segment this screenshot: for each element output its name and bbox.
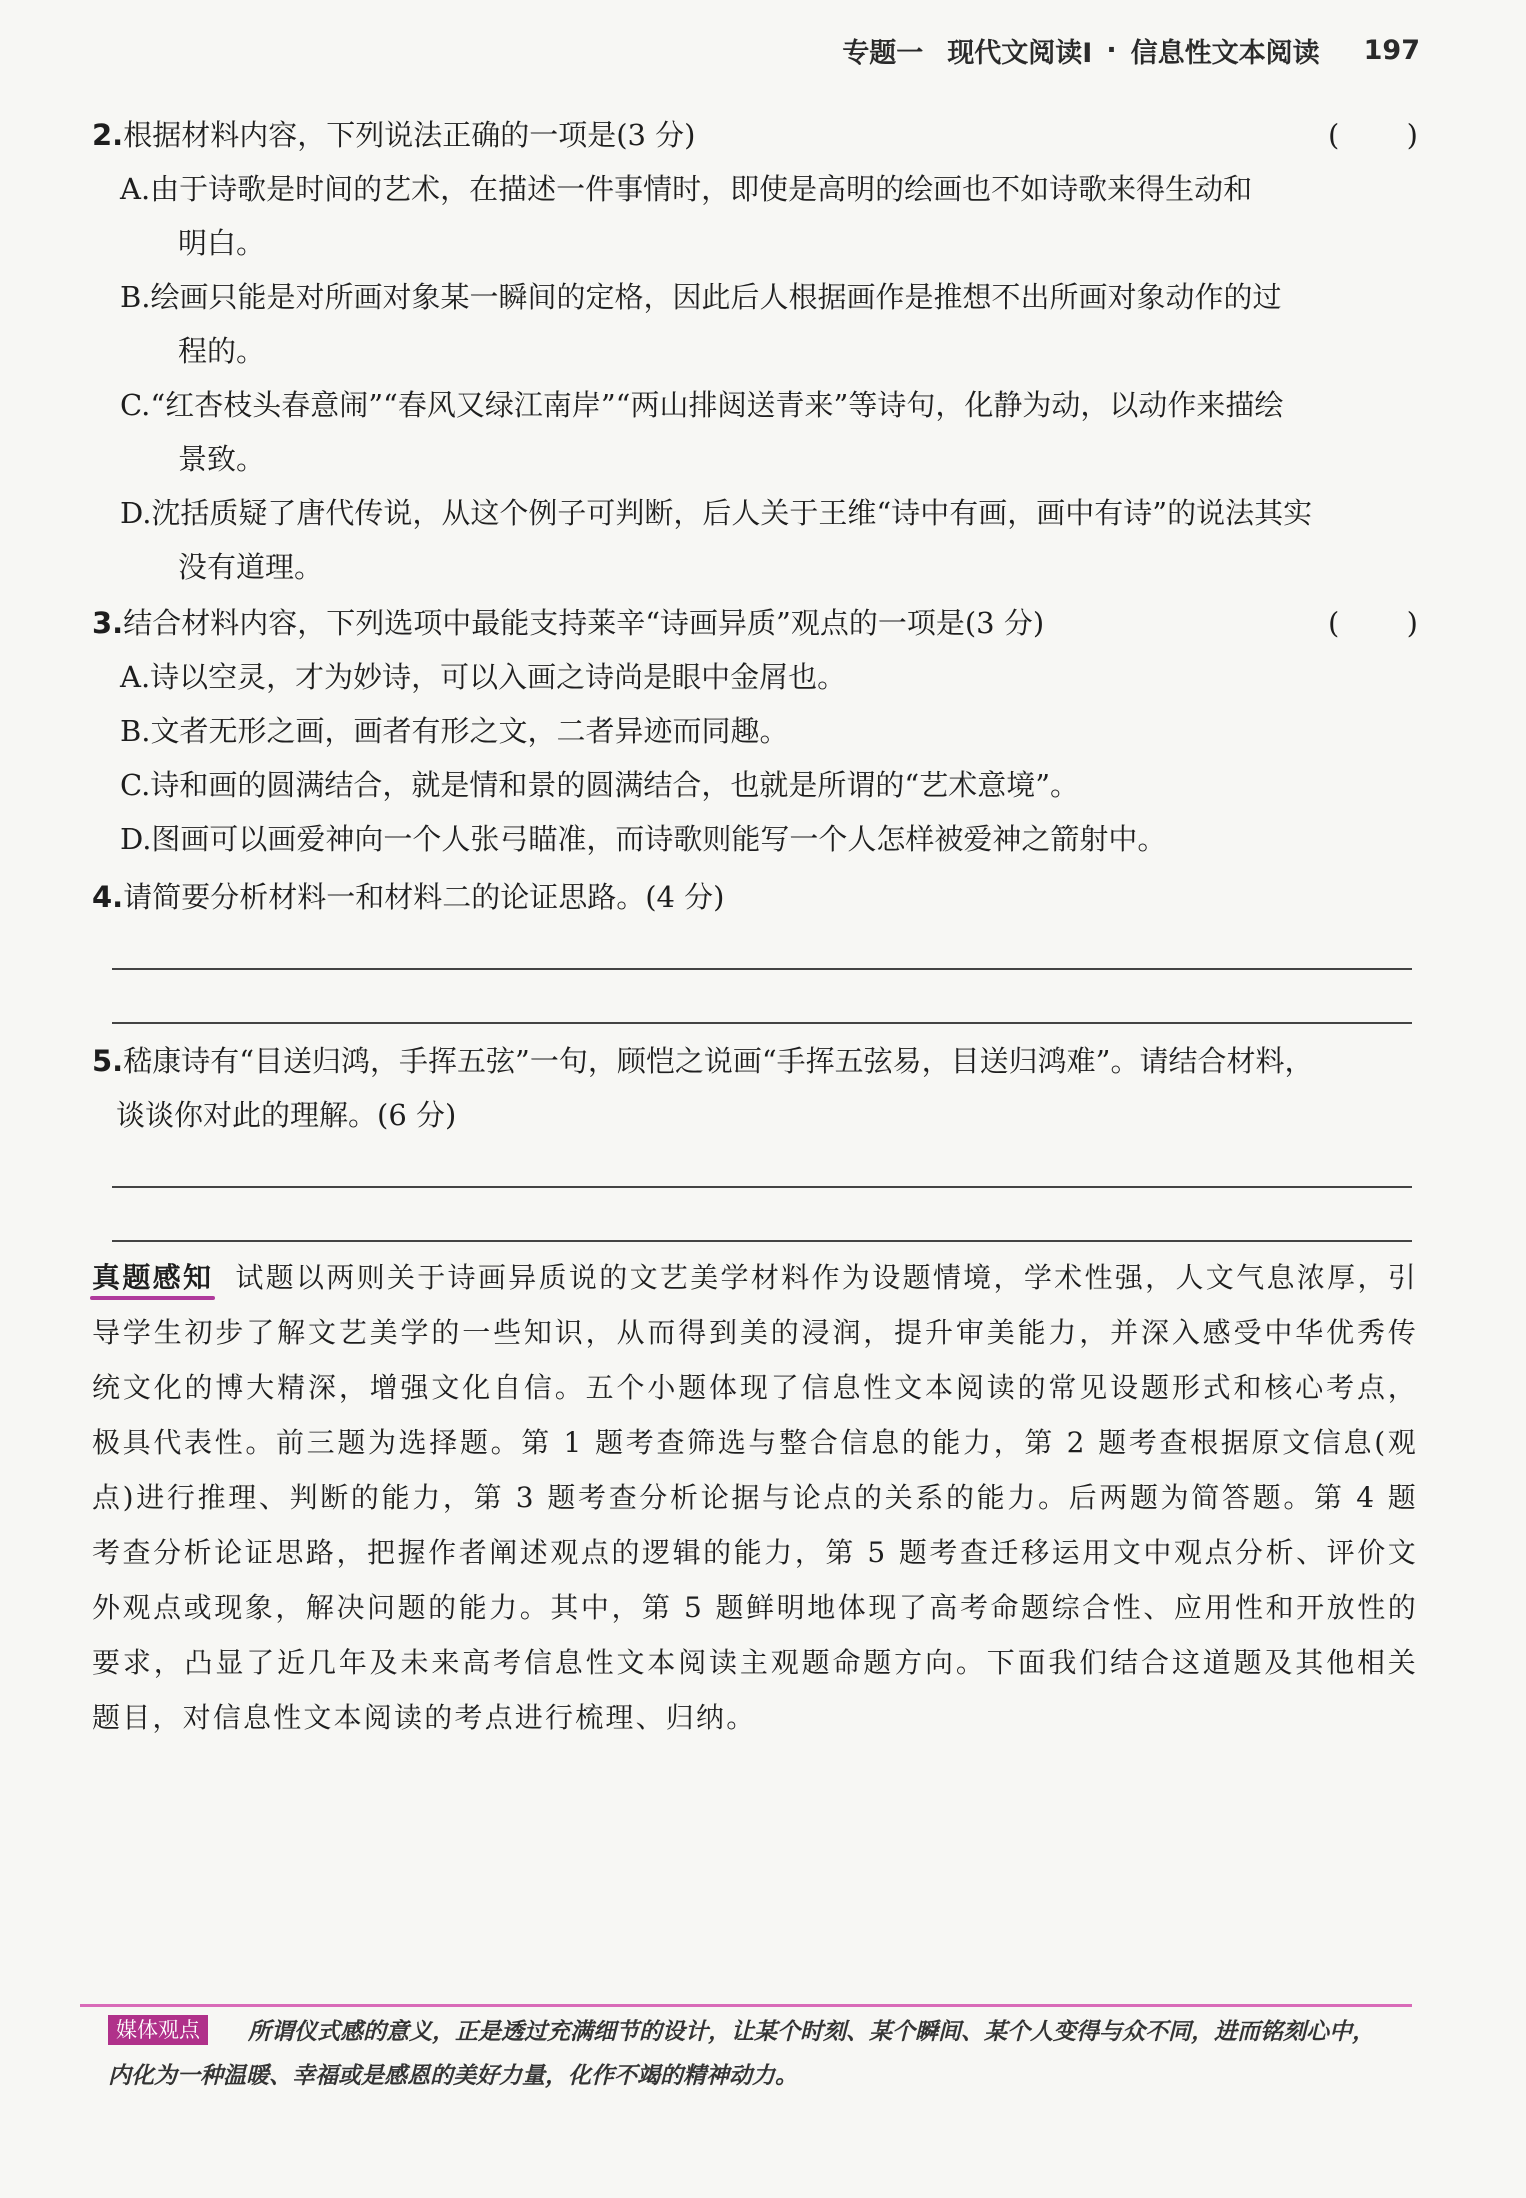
question-5 <box>92 1034 1422 1142</box>
question-3 <box>92 596 1422 866</box>
question-4-stem: 4.请简要分析材料一和材料二的论证思路。(4 分) <box>92 880 725 914</box>
answer-line[interactable] <box>112 1240 1412 1242</box>
question-4 <box>92 870 1422 924</box>
page-header <box>780 30 1420 70</box>
question-3-stem: 3.结合材料内容，下列选项中最能支持莱辛“诗画异质”观点的一项是(3 分) <box>92 606 1045 640</box>
header-separator: · <box>1106 34 1117 66</box>
answer-line[interactable] <box>112 968 1412 970</box>
question-5-stem: 5.嵇康诗有“目送归鸿，手挥五弦”一句，顾恺之说画“手挥五弦易，目送归鸿难”。请结合材料， <box>92 1044 1314 1078</box>
option-d: D.沈括质疑了唐代传说，从这个例子可判断，后人关于王维“诗中有画，画中有诗”的说法其实 没有道理。 <box>120 496 1313 584</box>
exam-insight-tag: 真题感知 <box>92 1261 214 1294</box>
exam-insight <box>92 1250 1418 1745</box>
header-section: 现代文阅读Ⅰ <box>947 37 1093 69</box>
option-c: C.诗和画的圆满结合，就是情和景的圆满结合，也就是所谓的“艺术意境”。 <box>120 768 1080 802</box>
question-2-stem-line <box>92 108 1422 162</box>
header-sub: 信息性文本阅读 <box>1130 37 1320 69</box>
media-viewpoint <box>108 2010 1378 2098</box>
option-a: A.诗以空灵，才为妙诗，可以入画之诗尚是眼中金屑也。 <box>120 660 847 694</box>
answer-line[interactable] <box>112 1186 1412 1188</box>
option-a: A.由于诗歌是时间的艺术，在描述一件事情时，即使是高明的绘画也不如诗歌来得生动和 明白。 <box>120 172 1253 260</box>
question-2-stem: 2.根据材料内容，下列说法正确的一项是(3 分) <box>92 118 696 152</box>
question-3-stem-line <box>92 596 1422 650</box>
exam-insight-text: 试题以两则关于诗画异质说的文艺美学材料作为设题情境，学术性强，人文气息浓厚，引导学生初步了解文艺美学的一些知识，从而得到美的浸润，提升审美能力，并深入感受中华优秀传统文化的博大精深，增强文化自信。五个小题体现了信息性文本阅读的常见设题形式和核心考点，极具代表性。前三题为选择题。第 1 题考查筛选与整合信息的能力，第 2 题考查根据原文信息(观点)进行推理、判断的能力，第 3 题考查分析论据与论点的关系的能力。后两题为简答题。第 4 题考查分析论证思路，把握作者阐述观点的逻辑的能力，第 5 题考查迁移运用文中观点分析、评价文外观点或现象，解决问题的能力。其中，第 5 题鲜明地体现了高考命题综合性、应用性和开放性的要求，凸显了近几年及未来高考信息性文本阅读主观题命题方向。下面我们结合这道题及其他相关题目，对信息性文本阅读的考点进行梳理、归纳。 <box>92 1261 1418 1734</box>
media-viewpoint-badge: 媒体观点 <box>108 2015 208 2045</box>
answer-bracket[interactable]: ( ) <box>1328 606 1418 640</box>
option-c: C.“红杏枝头春意闹”“春风又绿江南岸”“两山排闼送青来”等诗句，化静为动，以动作来描绘 景致。 <box>120 388 1284 476</box>
question-2 <box>92 108 1422 594</box>
answer-bracket[interactable]: ( ) <box>1328 118 1418 152</box>
header-topic: 专题一 <box>842 37 924 69</box>
page-number: 197 <box>1363 34 1420 66</box>
media-viewpoint-text: 所谓仪式感的意义，正是透过充满细节的设计，让某个时刻、某个瞬间、某个人变得与众不同，进而铭刻心中，内化为一种温暖、幸福或是感恩的美好力量，化作不竭的精神动力。 <box>108 2018 1375 2089</box>
question-5-stem-cont: 谈谈你对此的理解。(6 分) <box>116 1098 457 1132</box>
media-divider <box>80 2004 1412 2007</box>
option-b: B.文者无形之画，画者有形之文，二者异迹而同趣。 <box>120 714 789 748</box>
option-b: B.绘画只能是对所画对象某一瞬间的定格，因此后人根据画作是推想不出所画对象动作的过 程的。 <box>120 280 1282 368</box>
option-d: D.图画可以画爱神向一个人张弓瞄准，而诗歌则能写一个人怎样被爱神之箭射中。 <box>120 822 1167 856</box>
answer-line[interactable] <box>112 1022 1412 1024</box>
